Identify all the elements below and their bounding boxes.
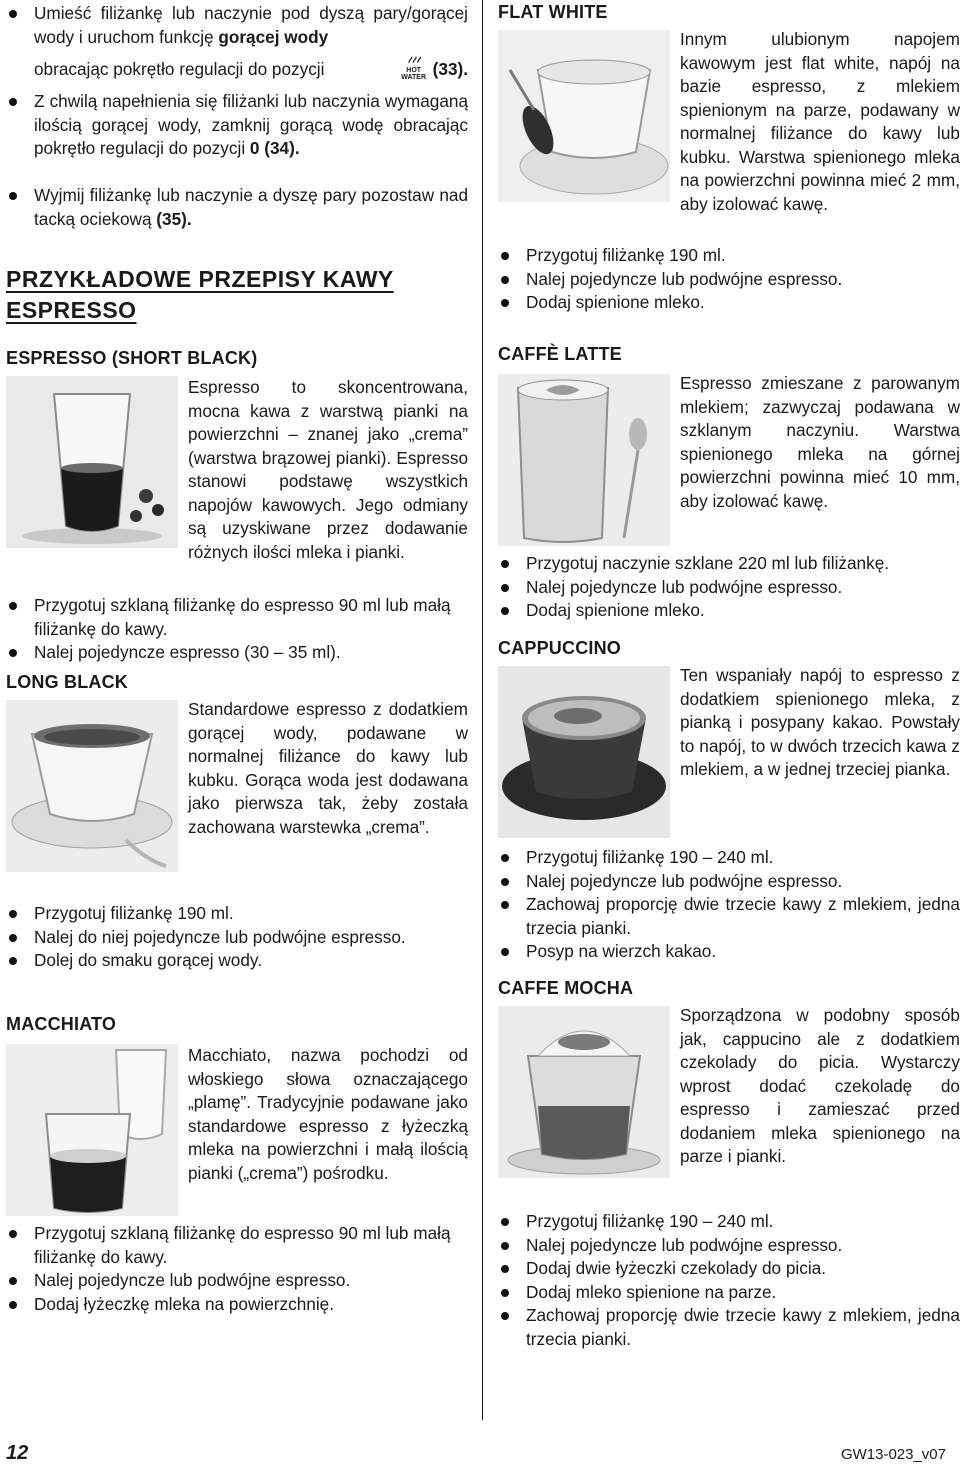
long-black-photo <box>6 700 178 872</box>
mocha-step-2: Nalej pojedyncze lub podwójne espresso. <box>498 1234 960 1258</box>
espresso-photo <box>6 376 178 548</box>
macchiato-glass-icon <box>6 1044 178 1216</box>
flat-white-title: FLAT WHITE <box>498 2 608 22</box>
latte-title: CAFFÈ LATTE <box>498 344 622 364</box>
macchiato-description: Macchiato, nazwa pochodzi od włoskiego słowa oznaczającego „plamę”. Tradycyjnie podawane jako standardowe espresso z łyżeczką mleka na powierzchni i małą ilością pianki („crema”) pośrodku. <box>188 1045 468 1183</box>
document-code: GW13-023_v07 <box>840 1446 946 1463</box>
latte-step-1: Przygotuj naczynie szklane 220 ml lub filiżankę. <box>498 552 960 576</box>
intro-b1-line2 <box>34 53 468 81</box>
mocha-description: Sporządzona w podobny sposób jak, cappucino ale z dodatkiem czekolady do picia. Wystarczy wprost dodać czekoladę do espresso i zamieszać przed dodaniem mleka spienionego na parze i pianki. <box>680 1005 960 1166</box>
latte-description: Espresso zmieszane z parowanym mlekiem; zazwyczaj podawana w szklanym naczyniu. Warstwa spienionego mleka na górnej powierzchni powinna mieć 10 mm, aby izolować kawę. <box>680 373 960 511</box>
macchiato-step-1: Przygotuj szklaną filiżankę do espresso 90 ml lub małą filiżankę do kawy. <box>6 1222 468 1269</box>
cappuccino-photo <box>498 666 670 838</box>
intro-b2-text: Z chwilą napełnienia się filiżanki lub naczynia wymaganą ilością gorącej wody, zamknij gorącą wodę obracając pokrętło regulacji do pozycji <box>34 91 468 158</box>
page-number: 12 <box>6 1442 29 1464</box>
espresso-title: ESPRESSO (SHORT BLACK) <box>6 348 258 368</box>
mocha-step-1: Przygotuj filiżankę 190 – 240 ml. <box>498 1210 960 1234</box>
flat-white-step-2: Nalej pojedyncze lub podwójne espresso. <box>498 268 960 292</box>
long-black-cup-icon <box>6 700 178 872</box>
latte-steps <box>498 552 960 623</box>
macchiato-title: MACCHIATO <box>6 1014 117 1034</box>
flat-white-steps <box>498 244 960 315</box>
hot-water-icon-bottom: WATER <box>401 74 427 81</box>
intro-b3-text: Wyjmij filiżankę lub naczynie a dyszę pary pozostaw nad tacką ociekową <box>34 185 468 229</box>
intro-b1-line2-text: obracając pokrętło regulacji do pozycji <box>34 58 325 79</box>
long-black-title: LONG BLACK <box>6 672 128 692</box>
intro-b1-ref: (33). <box>432 58 468 79</box>
mocha-title: CAFFE MOCHA <box>498 978 634 998</box>
macchiato-step-2: Nalej pojedyncze lub podwójne espresso. <box>6 1269 468 1293</box>
flat-white-cup-icon <box>498 30 670 202</box>
intro-bullet-3 <box>6 184 468 231</box>
macchiato-photo <box>6 1044 178 1216</box>
cappuccino-step-4: Posyp na wierzch kakao. <box>498 940 960 964</box>
cappuccino-step-1: Przygotuj filiżankę 190 – 240 ml. <box>498 846 960 870</box>
section-title-line2: ESPRESSO <box>6 297 137 323</box>
espresso-glass-icon <box>6 376 178 548</box>
mocha-step-5: Zachowaj proporcję dwie trzecie kawy z mlekiem, jedna trzecia pianki. <box>498 1304 960 1351</box>
hot-water-icon <box>399 53 429 81</box>
flat-white-step-3: Dodaj spienione mleko. <box>498 291 960 315</box>
intro-b3-bold: (35). <box>156 208 192 229</box>
intro-bullet-1 <box>6 2 468 81</box>
flat-white-description: Innym ulubionym napojem kawowym jest flat white, napój na bazie espresso, z mlekiem spienionym na parze, podawany w normalnej filiżance do kawy lub kubku. Warstwa spienionego mleka na powierzchni powinna mieć 2 mm, aby izolować kawę. <box>680 29 960 214</box>
macchiato-step-3: Dodaj łyżeczkę mleka na powierzchnię. <box>6 1293 468 1317</box>
latte-step-3: Dodaj spienione mleko. <box>498 599 960 623</box>
cappuccino-description: Ten wspaniały napój to espresso z dodatkiem spienionego mleka, z pianką i posypany kakao. Powstały to napój, to w dwóch trzecich kawa z mlekiem, a w jednej trzeciej pianka. <box>680 665 960 779</box>
flat-white-step-1: Przygotuj filiżankę 190 ml. <box>498 244 960 268</box>
section-title-line1: PRZYKŁADOWE PRZEPISY KAWY <box>6 266 394 292</box>
intro-b2-bold: 0 (34). <box>249 138 300 158</box>
long-black-step-3: Dolej do smaku gorącej wody. <box>6 949 468 973</box>
espresso-steps <box>6 594 468 665</box>
mocha-glass-icon <box>498 1006 670 1178</box>
cappuccino-step-3: Zachowaj proporcję dwie trzecie kawy z mlekiem, jedna trzecia pianki. <box>498 893 960 940</box>
hot-water-icon-top: HOT <box>406 67 422 74</box>
macchiato-steps <box>6 1222 468 1316</box>
cappuccino-cup-icon <box>498 666 670 838</box>
cappuccino-steps <box>498 846 960 964</box>
cappuccino-step-2: Nalej pojedyncze lub podwójne espresso. <box>498 870 960 894</box>
intro-bullet-2 <box>6 90 468 161</box>
cappuccino-title: CAPPUCCINO <box>498 638 622 658</box>
long-black-step-1: Przygotuj filiżankę 190 ml. <box>6 902 468 926</box>
long-black-step-2: Nalej do niej pojedyncze lub podwójne espresso. <box>6 926 468 950</box>
intro-b1-text: Umieść filiżankę lub naczynie pod dyszą pary/gorącej wody i uruchom funkcję <box>34 3 468 47</box>
espresso-description: Espresso to skoncentrowana, mocna kawa z warstwą pianki na powierzchni – znanej jako „crema” (warstwa brązowej pianki). Espresso stanowi podstawę wszystkich napojów kawowych. Jego odmiany są uzyskiwane przez dodawanie różnych ilości mleka i pianki. <box>188 377 468 562</box>
mocha-step-3: Dodaj dwie łyżeczki czekolady do picia. <box>498 1257 960 1281</box>
latte-step-2: Nalej pojedyncze lub podwójne espresso. <box>498 576 960 600</box>
column-divider <box>482 0 483 1420</box>
intro-b1-bold: gorącej wody <box>218 26 329 47</box>
mocha-steps <box>498 1210 960 1351</box>
mocha-photo <box>498 1006 670 1178</box>
section-title <box>6 264 406 326</box>
espresso-step-1: Przygotuj szklaną filiżankę do espresso 90 ml lub małą filiżankę do kawy. <box>6 594 468 641</box>
latte-photo <box>498 374 670 546</box>
flat-white-photo <box>498 30 670 202</box>
long-black-steps <box>6 902 468 973</box>
latte-glass-icon <box>498 374 670 546</box>
long-black-description: Standardowe espresso z dodatkiem gorącej wody, podawane w normalnej filiżance do kawy lub kubku. Gorąca woda jest dodawana jako pierwsza tak, żeby została zachowana warstewka „crema”. <box>188 699 468 837</box>
espresso-step-2: Nalej pojedyncze espresso (30 – 35 ml). <box>6 641 468 665</box>
mocha-step-4: Dodaj mleko spienione na parze. <box>498 1281 960 1305</box>
